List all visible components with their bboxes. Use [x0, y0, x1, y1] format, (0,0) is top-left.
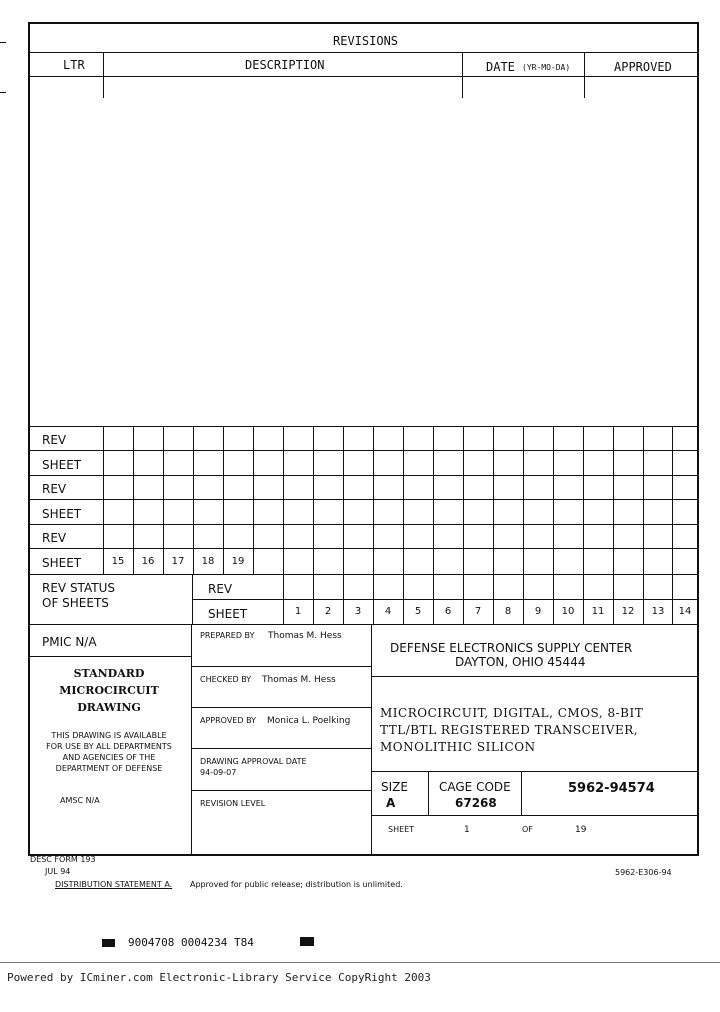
sheet-number: 1	[294, 606, 302, 617]
microcircuit-title: MICROCIRCUIT	[59, 684, 159, 697]
sheet-number: 2	[324, 606, 332, 617]
sheet-number: 17	[171, 556, 185, 567]
sheet-number: 18	[201, 556, 215, 567]
approved-by-label: APPROVED BY	[200, 716, 257, 725]
prepared-by-label: PREPARED BY	[200, 631, 255, 640]
sheet-number: 6	[444, 606, 452, 617]
sheet-number: 8	[504, 606, 512, 617]
availability-text: DEPARTMENT OF DEFENSE	[55, 764, 163, 773]
form-number: DESC FORM 193	[30, 855, 96, 864]
size-label: SIZE	[381, 780, 408, 794]
sheet-number: 15	[111, 556, 125, 567]
date-header: DATE	[486, 60, 515, 74]
form-date: JUL 94	[45, 867, 71, 876]
of-label: OF	[522, 825, 533, 834]
row-label-rev: REV	[42, 482, 67, 496]
footer-divider	[0, 962, 720, 963]
description-line: TTL/BTL REGISTERED TRANSCEIVER,	[380, 723, 639, 737]
agency-name: DEFENSE ELECTRONICS SUPPLY CENTER	[390, 641, 633, 655]
sheet-number: 9	[534, 606, 542, 617]
sheet-number: 11	[591, 606, 605, 617]
approval-date: 94-09-07	[200, 768, 237, 777]
sheet-value: 1	[464, 825, 470, 835]
approved-header: APPROVED	[614, 60, 672, 74]
revisions-title: REVISIONS	[333, 34, 399, 48]
distribution-text: Approved for public release; distribution is unlimited.	[190, 880, 403, 889]
row-label-sheet: SHEET	[42, 458, 82, 472]
margin-tick	[0, 92, 6, 93]
form-code: 5962-E306-94	[615, 868, 672, 877]
barcode-block-icon	[300, 937, 314, 946]
sheet-number: 13	[651, 606, 665, 617]
margin-tick	[0, 42, 6, 43]
prepared-by-name: Thomas M. Hess	[268, 631, 342, 641]
size-value: A	[386, 796, 396, 810]
cage-code-label: CAGE CODE	[439, 780, 511, 794]
ltr-header: LTR	[63, 58, 85, 72]
barcode-text: 9004708 0004234 T84	[128, 936, 254, 949]
availability-text: AND AGENCIES OF THE	[62, 753, 156, 762]
sheet-number: 16	[141, 556, 155, 567]
row-label-rev: REV	[42, 433, 67, 447]
availability-text: FOR USE BY ALL DEPARTMENTS	[46, 742, 172, 751]
date-format: (YR-MO-DA)	[522, 63, 571, 72]
standard-title: STANDARD	[73, 667, 145, 680]
sheet-number: 7	[474, 606, 482, 617]
sheet-number: 19	[231, 556, 245, 567]
sheet-number: 3	[354, 606, 362, 617]
drawing-number: 5962-94574	[568, 781, 655, 796]
checked-by-label: CHECKED BY	[200, 675, 252, 684]
sheet-number: 10	[561, 606, 575, 617]
sheet-label: SHEET	[208, 607, 248, 621]
barcode-block-icon	[102, 939, 115, 947]
amsc-label: AMSC N/A	[60, 796, 100, 805]
agency-location: DAYTON, OHIO 45444	[455, 655, 586, 669]
distribution-label: DISTRIBUTION STATEMENT A.	[55, 880, 173, 889]
row-label-sheet: SHEET	[42, 556, 82, 570]
approved-by-name: Monica L. Poelking	[267, 716, 351, 726]
row-label-rev: REV	[42, 531, 67, 545]
checked-by-name: Thomas M. Hess	[262, 675, 336, 685]
drawing-title: DRAWING	[77, 701, 141, 714]
of-value: 19	[575, 825, 587, 835]
sheet-label: SHEET	[388, 825, 415, 834]
approval-date-label: DRAWING APPROVAL DATE	[200, 757, 307, 766]
pmic-label: PMIC N/A	[42, 635, 97, 649]
revision-level-label: REVISION LEVEL	[200, 799, 266, 808]
rev-status-label: REV STATUS	[42, 581, 115, 595]
description-line: MICROCIRCUIT, DIGITAL, CMOS, 8-BIT	[380, 706, 644, 720]
availability-text: THIS DRAWING IS AVAILABLE	[51, 731, 167, 740]
row-label-sheet: SHEET	[42, 507, 82, 521]
sheet-number: 14	[678, 606, 692, 617]
of-sheets-label: OF SHEETS	[42, 596, 109, 610]
description-line: MONOLITHIC SILICON	[380, 740, 536, 754]
description-header: DESCRIPTION	[245, 58, 325, 72]
sheet-number: 12	[621, 606, 635, 617]
powered-by: Powered by ICminer.com Electronic-Library Service CopyRight 2003	[7, 971, 431, 984]
sheet-number: 4	[384, 606, 392, 617]
sheet-number: 5	[414, 606, 422, 617]
rev-label: REV	[208, 582, 233, 596]
cage-code-value: 67268	[455, 796, 497, 810]
